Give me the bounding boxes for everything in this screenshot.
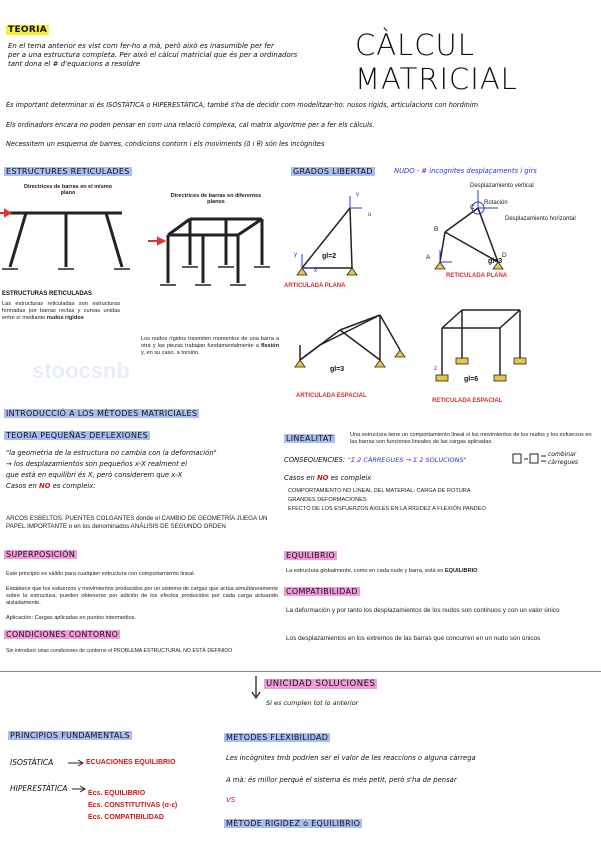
pd-cases: ARCOS ESBELTOS. PUENTES COLGANTES donde el CAMBIO DE GEOMETRÍA JUEGA UN PAPEL IMPORTANTE o en los denominados ANÁLISIS DE SEGUNDO ORDEN: [6, 515, 268, 530]
equilibrio-heading: EQUILIBRIO: [286, 551, 336, 560]
label-reticulada-plana: RETICULADA PLANA: [446, 273, 508, 279]
teoria-heading: TEORIA: [8, 25, 47, 35]
compat-text: La deformación y por tanto los desplazamientos de los nudos son continuos y con un valor único: [286, 607, 560, 614]
reticulades-heading: ESTRUCTURES RETICULADES: [6, 167, 130, 176]
condiciones-text: Sin introducir unas condiciones de contorno el PROBLEMA ESTRUCTURAL NO ESTÁ DEFINIDO: [6, 648, 233, 654]
hip-result: Ecs. CONSTITUTIVAS (σ-ε): [88, 802, 178, 809]
support-icon: [297, 268, 307, 275]
support-icons: [295, 350, 405, 367]
hip-result: Ecs. COMPATIBILIDAD: [88, 814, 164, 821]
label-articulada-plana: ARTICULADA PLANA: [284, 283, 346, 289]
reticulades-desc-text: Las estructuras reticuladas son estructuras formadas por barras rectas y curvas unidas entre sí mediante: [2, 301, 120, 321]
axis-y-label: y: [294, 252, 297, 258]
support-icon: [347, 268, 357, 275]
fig2-caption: Directrices de barras en diferentes planos: [170, 193, 262, 205]
lin-case: EFECTO DE LOS ESFUERZOS AXILES EN LA RIGIDEZ A FLEXIÓN PANDEO: [288, 506, 486, 512]
equilibrio-text-pre: La estructura globalmente, como en cada nudo y barra, está en: [286, 568, 444, 574]
arrow-down-icon: [250, 676, 262, 700]
node-d-label: D: [502, 252, 507, 259]
hiperestatica-label: HIPERESTÀTICA: [10, 784, 68, 793]
lin-cases-pre: Casos en: [284, 474, 315, 482]
plane-frame-diagram: [10, 213, 122, 267]
label-articulada-espacial: ARTICULADA ESPACIAL: [296, 393, 367, 399]
gl-reticulada-plana: gl=3: [488, 258, 503, 265]
flexibilidad-heading: METODES FLEXIBILIDAD: [226, 733, 329, 742]
reticulades-subheading: ESTRUCTURAS RETICULADAS: [2, 291, 92, 297]
pd-block: [6, 448, 278, 492]
nudos-desc-tail: y, en su caso, a torsión.: [141, 350, 200, 356]
rotacion-label: Rotación: [484, 200, 508, 206]
arrow-right-icon: [72, 784, 88, 794]
articulada-espacial-diagram: [300, 315, 400, 360]
equilibrio-text-bold: EQUILIBRIO: [444, 568, 478, 574]
reticulada-plana-diagram: [440, 208, 498, 262]
compatibilidad-heading: COMPATIBILIDAD: [286, 587, 358, 596]
lin-case: COMPORTAMIENTO NO LINEAL DEL MATERIAL: CARGA DE ROTURA: [288, 488, 471, 494]
axis-u-label: u: [368, 212, 372, 218]
flex-line: Les incògnites tmb podrien ser el valor de les reaccions o alguna càrrega: [226, 754, 476, 762]
divider: [0, 671, 601, 672]
load-arrow: [0, 210, 10, 216]
pd-line: [6, 481, 278, 492]
teoria-para: Necessitem un esquema de barres, condicions contorn i els moviments (δ i θ) són les incògnites: [6, 140, 325, 148]
desp-vertical-label: Desplazamiento vertical: [470, 183, 534, 189]
lin-case: GRANDES DEFORMACIONES: [288, 497, 367, 503]
lin-cases-label: [284, 474, 371, 483]
gl-plana: gl=2: [322, 253, 337, 260]
compat-text: Los desplazamientos en los extremos de las barras que concurren en un nudo son únicos: [286, 635, 541, 642]
flex-line: A mà: és millor perquè el sistema és més petit, però s'ha de pensar: [226, 776, 457, 784]
linealitat-text: Una estructura tiene un comportamiento lineal si los movimientos de los nudos y los esfuerzos en las barras son funciones lineales de las cargas aplicadas.: [350, 432, 592, 445]
axis-v-label: v: [356, 192, 359, 198]
lin-cases-post: es compleix: [330, 474, 372, 482]
axis-x-label: x: [314, 268, 317, 274]
pd-no: NO: [38, 482, 51, 490]
rigidez-heading: MÈTODE RIGIDEZ o EQUILIBRIO: [226, 819, 361, 828]
reticulada-figures: [0, 195, 290, 295]
axis-arrows: [440, 190, 498, 262]
nudos-desc-text: Los nudos rígidos trasmiten momentos de una barra a otra y las piezas trabajan fundamentalmente a: [141, 336, 279, 349]
teoria-intro: [8, 42, 358, 69]
lin-cases: [288, 487, 588, 514]
intro-heading: INTRODUCCIÓ A LOS MÈTODES MATRICIALES: [6, 409, 198, 418]
condiciones-heading: CONDICIONES CONTORNO: [6, 630, 119, 639]
consequencies-label: CONSEQUENCIES:: [284, 456, 346, 464]
graus-heading: GRADOS LIBERTAD: [293, 167, 373, 176]
gl-reticulada-espacial: gl=6: [464, 376, 479, 383]
lin-no: NO: [316, 474, 329, 482]
load-arrow: [148, 238, 164, 244]
unicidad-sub: Si es cumplen tot lo anterior: [266, 699, 359, 707]
combinar-text: combinar càrregues: [548, 451, 579, 466]
label-reticulada-espacial: RETICULADA ESPACIAL: [432, 398, 503, 404]
pd-cases-pre: Casos en: [6, 482, 37, 490]
teoria-para: Els ordinadors encara no poden pensar en com una relació complexa, cal matrix algoritme per a fer els càlculs.: [6, 121, 375, 129]
fig1-caption: Directrices de barras en el mismo plano: [23, 184, 113, 196]
teoria-para: És important determinar si és ISOSTÀTICA o HIPERESTÀTICA, també s'ha de decidir com modelitzar-ho: nusos rígids, articulacions con hordinim: [6, 101, 479, 109]
pd-line: → los desplazamientos son pequeños x-X realment el: [6, 460, 187, 468]
teoria-line: tant dona el # d'equacions a resoldre: [8, 60, 141, 68]
principios-heading: PRINCIPIOS FUNDAMENTALS: [10, 731, 130, 740]
reticulada-espacial-diagram: [442, 310, 520, 375]
unicidad-heading: UNICIDAD SOLUCIONES: [266, 679, 376, 689]
graus-figures: [280, 180, 600, 410]
sup-text: Este principio es válido para cualquier estructura con comportamiento lineal.: [6, 571, 196, 577]
vs-label: VS: [226, 796, 236, 804]
nudos-desc: [141, 336, 279, 357]
node-c-label: C: [470, 204, 475, 211]
sup-text: Establece que los esfuerzos y movimientos producidos por un sistema de cargas que actúa simultáneamente sobre la estructura, pueden obtenerse por adición de los efectos producidos por cada carga actuando aisladamente.: [6, 586, 278, 606]
pd-line: que està en equilibri és X, però considerem que x-X: [6, 471, 183, 479]
support-icons: [436, 358, 526, 381]
reticulades-desc: [2, 301, 120, 322]
teoria-line: En el tema anterior es vist com fer-ho a mà, però això es inasumible per fer: [8, 42, 274, 50]
reticulades-desc-bold: nudos rígidos: [46, 315, 84, 321]
hip-result: Ecs. EQUILIBRIO: [88, 790, 146, 797]
combination-icon: [512, 452, 548, 466]
desp-horizontal-label: Desplazamiento horizontal: [505, 216, 576, 222]
superposicion-heading: SUPERPOSICIÓN: [6, 550, 76, 559]
axis-z-label: z: [434, 366, 437, 372]
sup-text: Aplicación: Cargas aplicadas en puntos intermedios.: [6, 615, 136, 621]
arrow-right-icon: [68, 758, 86, 768]
pd-cases-post: es compleix:: [52, 482, 96, 490]
support-icon: [435, 262, 445, 269]
space-frame-diagram: [168, 219, 262, 283]
teoria-pd-heading: TEORIA PEQUEÑAS DEFLEXIONES: [6, 431, 149, 440]
iso-result: ECUACIONES EQUILIBRIO: [86, 759, 176, 766]
isostatica-label: ISOSTÀTICA: [10, 758, 54, 767]
graus-note: NUDO - # incognites desplaçaments i girs: [394, 167, 537, 175]
page-title: CÀLCUL MATRICIAL: [355, 28, 518, 96]
teoria-line: per a una estructura completa. Per això el càlcul matricial que és per a ordinadors: [8, 51, 298, 59]
gl-espacial: gl=3: [330, 366, 345, 373]
equilibrio-text: [286, 568, 586, 575]
consequencies-text: "Σ 2 CÀRREGUES → Σ 2 SOLUCIONS": [348, 456, 467, 464]
linealitat-heading: LINEALITAT: [286, 434, 334, 443]
hip-results: [88, 788, 177, 824]
node-b-label: B: [434, 226, 439, 233]
nudos-desc-bold: flexión: [260, 343, 279, 349]
node-a-label: A: [426, 254, 431, 261]
watermark: stoocsnb: [32, 358, 130, 383]
pd-line: "la geometria de la estructura no cambia con la deformación": [6, 449, 217, 457]
